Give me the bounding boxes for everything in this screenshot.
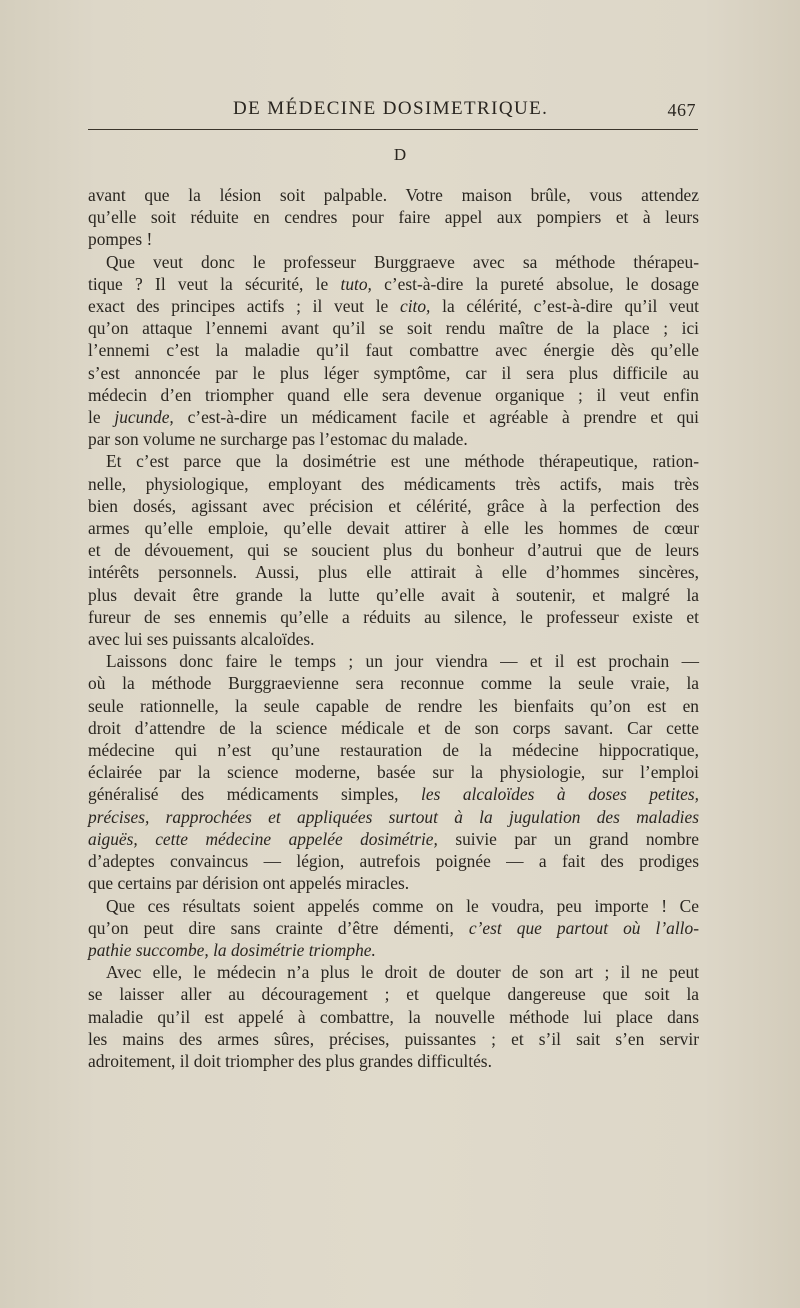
paragraph (88, 895, 699, 962)
text-line: qu’on peut dire sans crainte d’être démenti, c’est que partout où l’allo- (88, 917, 699, 938)
text-line: aiguës, cette médecine appelée dosimétrie, suivie par un grand nombre (88, 828, 699, 849)
text-line: éclairée par la science moderne, basée sur la physiologie, sur l’emploi (88, 762, 699, 783)
text-line: armes qu’elle emploie, qu’elle devait attirer à elle les hommes de cœur (88, 518, 699, 539)
text-line: droit d’attendre de la science médicale et de son corps savant. Car cette (88, 717, 699, 738)
text-line (88, 806, 699, 828)
running-title: DE MÉDECINE DOSIMETRIQUE. (233, 98, 549, 119)
text-line: fureur de ses ennemis qu’elle a réduits au silence, le professeur existe et (88, 606, 699, 627)
text-line: maladie qu’il est appelé à combattre, la nouvelle méthode lui place dans (88, 1006, 699, 1027)
header-rule (88, 129, 698, 130)
text-line: qu’on attaque l’ennemi avant qu’il se soit rendu maître de la place ; ici (88, 318, 699, 339)
paragraph (88, 650, 699, 894)
italic-text: cito, (399, 296, 431, 317)
text-line: Et c’est parce que la dosimétrie est une méthode thérapeutique, ration- (106, 451, 699, 472)
body-text (88, 184, 699, 1072)
italic-text: précises, rapprochées et appliquées surtout à la jugulation des maladies (88, 806, 699, 827)
text-line: seule rationnelle, la seule capable de rendre les bienfaits qu’on est en (88, 695, 699, 716)
text-line: pompes ! (88, 229, 153, 250)
text-line: l’ennemi c’est la maladie qu’il faut combattre avec énergie dès qu’elle (88, 340, 699, 361)
paragraph (88, 251, 699, 451)
text-line: avec lui ses puissants alcaloïdes. (88, 629, 315, 650)
text-line: où la méthode Burggraevienne sera reconnue comme la seule vraie, la (88, 673, 699, 694)
paragraph (88, 450, 699, 650)
text-line: par son volume ne surcharge pas l’estomac du malade. (88, 429, 468, 450)
text-line: Laissons donc faire le temps ; un jour viendra — et il est prochain — (106, 651, 699, 672)
italic-text: tuto, (340, 273, 372, 294)
text-line: les mains des armes sûres, précises, puissantes ; et s’il sait s’en servir (88, 1028, 699, 1049)
paragraph (88, 184, 699, 251)
text-line: avant que la lésion soit palpable. Votre maison brûle, vous attendez (88, 185, 699, 205)
text-line: que certains par dérision ont appelés miracles. (88, 873, 410, 894)
text-line: nelle, physiologique, employant des médicaments très actifs, mais très (88, 473, 699, 494)
text-line: bien dosés, agissant avec précision et célérité, grâce à la perfection des (88, 495, 699, 516)
text-line: plus devait être grande la lutte qu’elle avait à soutenir, et malgré la (88, 584, 699, 605)
text-line: Que veut donc le professeur Burggraeve avec sa méthode thérapeu- (106, 251, 699, 272)
italic-text: pathie succombe, la dosimétrie triomphe. (88, 939, 376, 960)
italic-text: les alcaloïdes à doses petites, (421, 784, 699, 805)
text-line: généralisé des médicaments simples, les alcaloïdes à doses petites, (88, 784, 699, 805)
text-line: Avec elle, le médecin n’a plus le droit de douter de son art ; il ne peut (106, 962, 699, 983)
running-head (88, 98, 700, 128)
text-line: intérêts personnels. Aussi, plus elle attirait à elle d’hommes sincères, (88, 562, 699, 583)
text-line (88, 939, 699, 961)
text-line: exact des principes actifs ; il veut le cito, la célérité, c’est-à-dire qu’il veut (88, 296, 699, 317)
text-line: médecine qui n’est qu’une restauration de la médecine hippocratique, (88, 740, 699, 761)
text-line: et de dévouement, qui se soucient plus du bonheur d’autrui que de leurs (88, 540, 699, 561)
text-line: qu’elle soit réduite en cendres pour faire appel aux pompiers et à leurs (88, 207, 699, 228)
text-line: Que ces résultats soient appelés comme on le voudra, peu importe ! Ce (106, 895, 699, 916)
text-line: s’est annoncée par le plus léger symptôme, car il sera plus difficile au (88, 362, 699, 383)
italic-text: c’est que partout où l’allo- (468, 917, 699, 938)
signature-mark: D (393, 145, 407, 164)
text-line: le jucunde, c’est-à-dire un médicament facile et agréable à prendre et qui (88, 407, 699, 428)
text-line: d’adeptes convaincus — légion, autrefois poignée — a fait des prodiges (88, 851, 699, 872)
paragraph (88, 961, 699, 1072)
text-line: tique ? Il veut la sécurité, le tuto, c’est-à-dire la pureté absolue, le dosage (88, 273, 699, 294)
text-line: se laisser aller au découragement ; et quelque dangereuse que soit la (88, 984, 699, 1005)
italic-text: aiguës, cette médecine appelée dosimétrie, (88, 828, 438, 849)
page-number: 467 (667, 100, 696, 120)
italic-text: jucunde, (114, 407, 174, 428)
text-line: médecin d’en triompher quand elle sera devenue organique ; il veut enfin (88, 384, 699, 405)
text-line: adroitement, il doit triompher des plus grandes difficultés. (88, 1050, 492, 1071)
